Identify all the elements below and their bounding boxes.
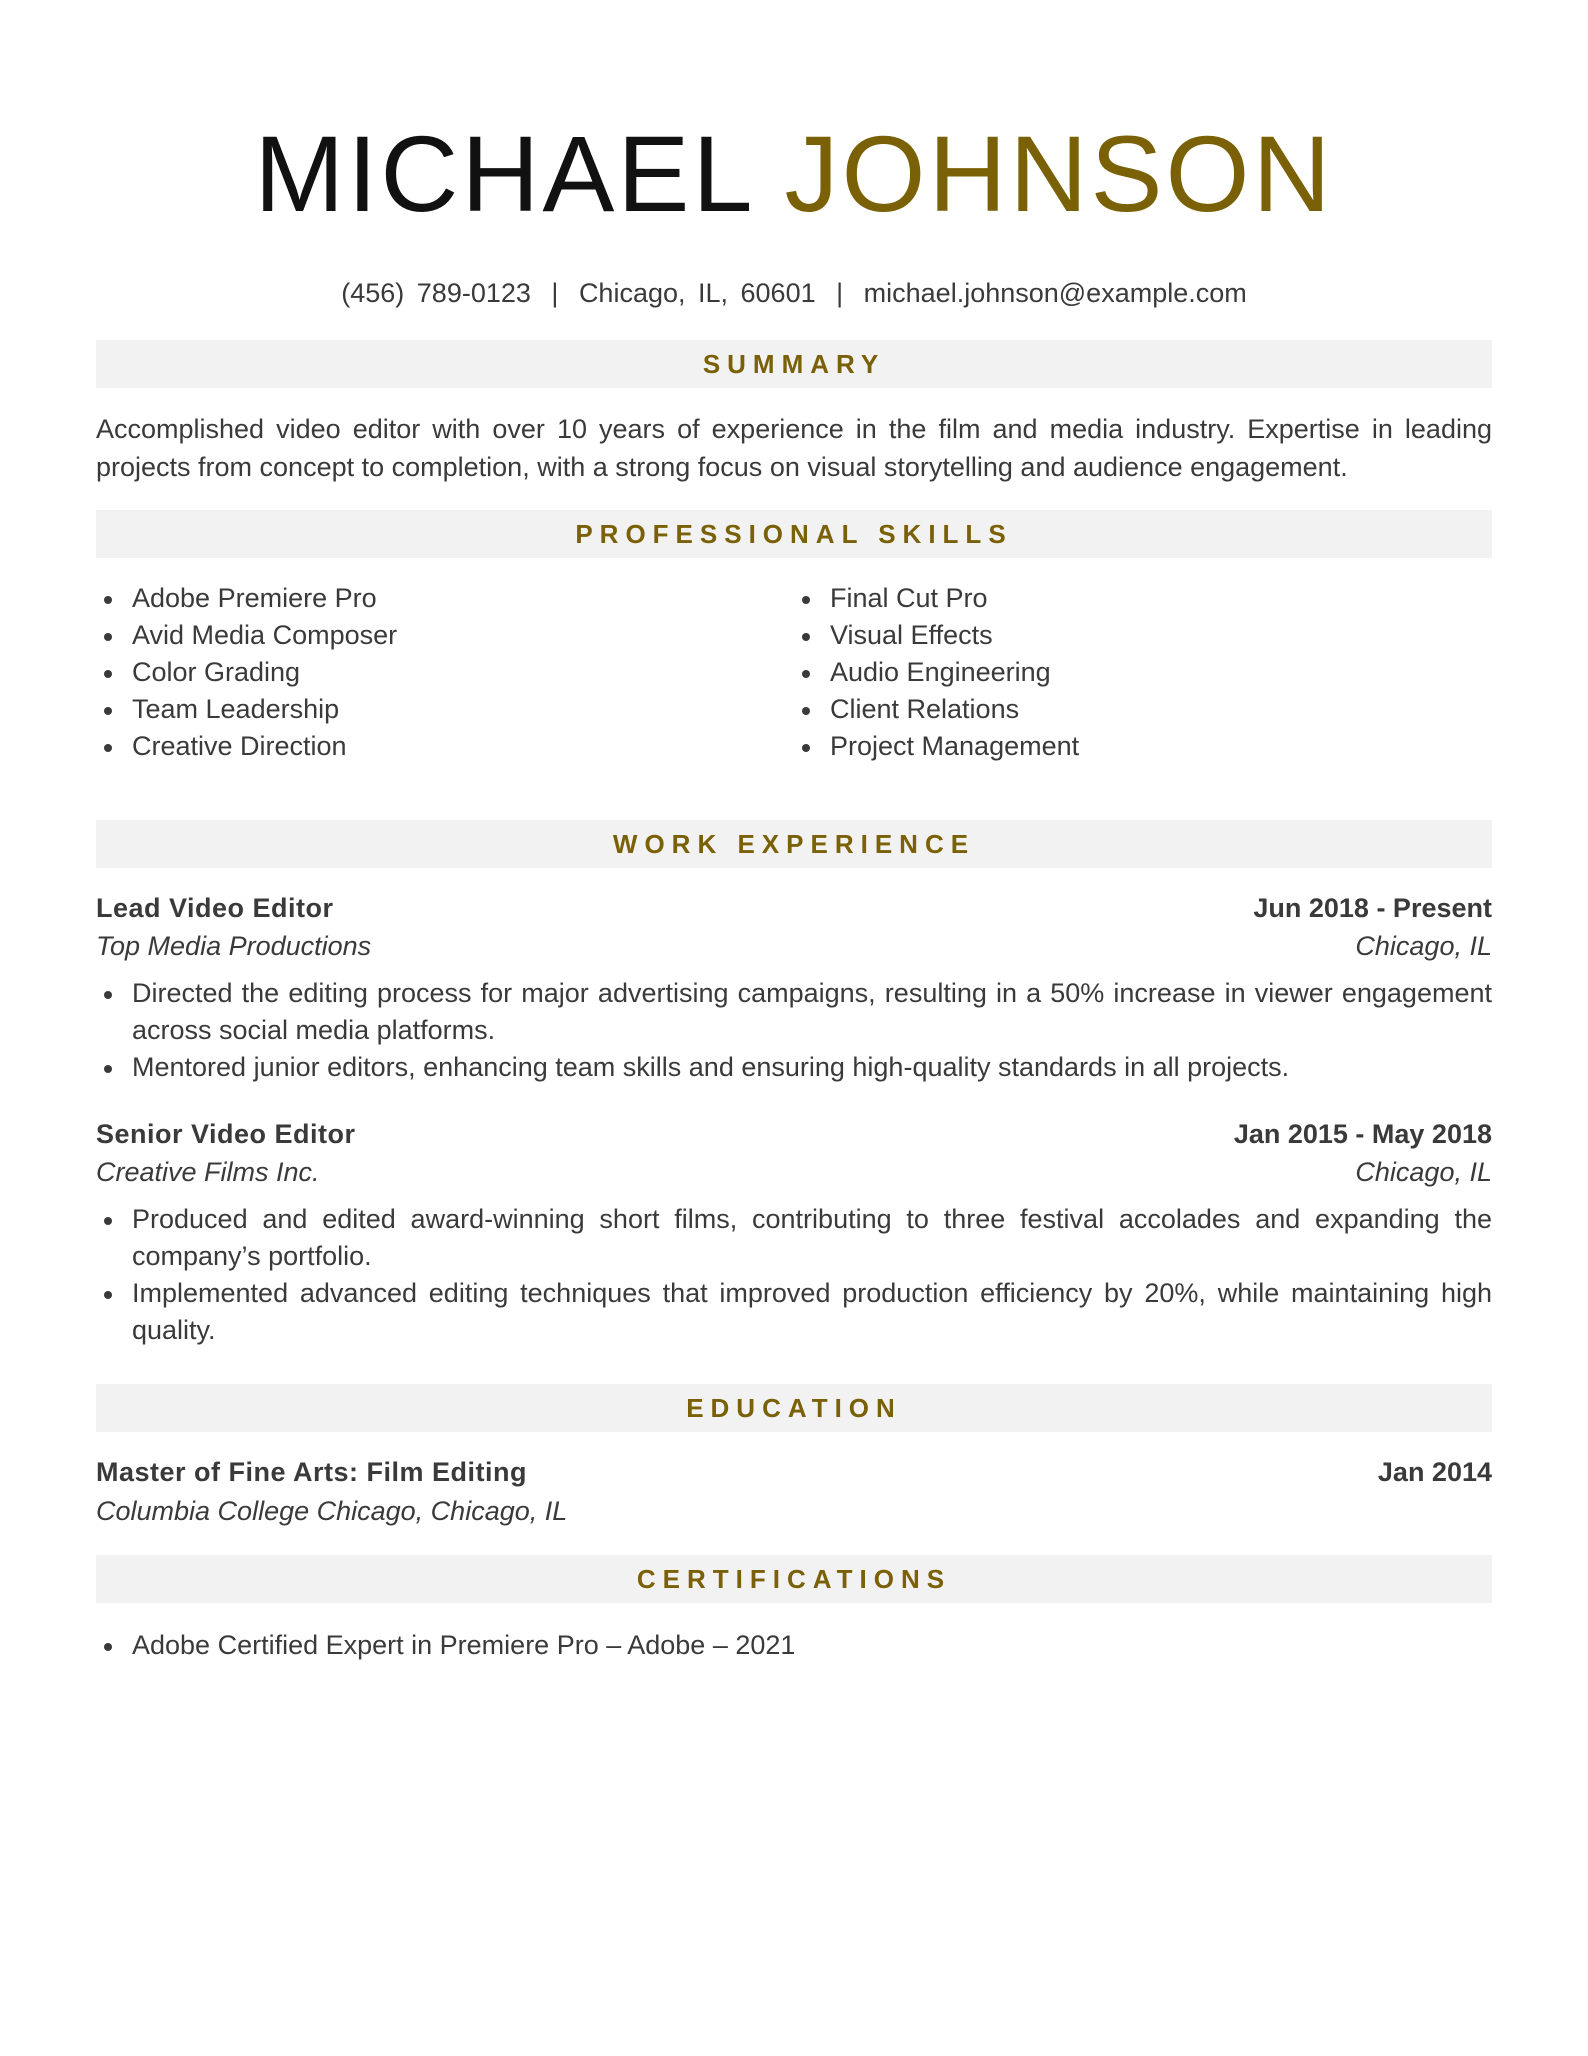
section-header-summary (96, 340, 1492, 388)
last-name: JOHNSON (784, 113, 1334, 234)
certification-item: Adobe Certified Expert in Premiere Pro – Adobe – 2021 (96, 1627, 1492, 1664)
certifications-list (96, 1627, 1492, 1664)
job-header (96, 893, 1492, 924)
bullet-item: Produced and edited award-winning short films, contributing to three festival accolades and expanding the company’s portfolio. (96, 1201, 1492, 1275)
job-dates: Jun 2018 - Present (1253, 893, 1492, 923)
company: Creative Films Inc. (96, 1157, 320, 1187)
skill-item: Color Grading (96, 654, 794, 691)
job-subheader (96, 1157, 1492, 1188)
job-title: Senior Video Editor (96, 1119, 356, 1149)
education-header (96, 1457, 1492, 1488)
job-header (96, 1119, 1492, 1150)
job-subheader (96, 931, 1492, 962)
school: Columbia College Chicago, Chicago, IL (96, 1496, 568, 1526)
skill-item: Final Cut Pro (794, 580, 1492, 617)
skills-column-left (96, 580, 794, 765)
contact-line (96, 278, 1492, 309)
summary-text: Accomplished video editor with over 10 years of experience in the film and media industry. Expertise in leading projects from concept to completion, with a strong focus on visual storytelling and audience engagement. (96, 414, 1492, 482)
bullet-item: Implemented advanced editing techniques that improved production efficiency by 20%, while maintaining high quality. (96, 1275, 1492, 1349)
email: michael.johnson@example.com (863, 278, 1247, 308)
separator: | (551, 278, 559, 308)
job-title: Lead Video Editor (96, 893, 334, 923)
education-subheader (96, 1496, 1492, 1527)
job-bullets (96, 1201, 1492, 1349)
first-name: MICHAEL (254, 113, 752, 234)
job-location: Chicago, IL (1355, 931, 1492, 961)
section-title: CERTIFICATIONS (636, 1563, 952, 1594)
section-header-experience (96, 820, 1492, 868)
skills-column-right (794, 580, 1492, 765)
education-date: Jan 2014 (1377, 1457, 1492, 1487)
location: Chicago, IL, 60601 (578, 278, 816, 308)
section-title: EDUCATION (686, 1392, 902, 1423)
section-header-skills (96, 510, 1492, 558)
company: Top Media Productions (96, 931, 372, 961)
job-bullets (96, 975, 1492, 1086)
skill-item: Audio Engineering (794, 654, 1492, 691)
job-dates: Jan 2015 - May 2018 (1233, 1119, 1492, 1149)
skill-item: Client Relations (794, 691, 1492, 728)
section-header-certifications (96, 1555, 1492, 1603)
skill-item: Visual Effects (794, 617, 1492, 654)
skill-item: Adobe Premiere Pro (96, 580, 794, 617)
bullet-item: Mentored junior editors, enhancing team skills and ensuring high-quality standards in all projects. (96, 1049, 1492, 1086)
job-location: Chicago, IL (1355, 1157, 1492, 1187)
candidate-name (96, 113, 1492, 234)
skills-list (96, 580, 1492, 765)
bullet-item: Directed the editing process for major advertising campaigns, resulting in a 50% increase in viewer engagement across social media platforms. (96, 975, 1492, 1049)
skill-item: Creative Direction (96, 728, 794, 765)
skill-item: Team Leadership (96, 691, 794, 728)
section-header-education (96, 1384, 1492, 1432)
skill-item: Avid Media Composer (96, 617, 794, 654)
degree: Master of Fine Arts: Film Editing (96, 1457, 528, 1487)
section-title: WORK EXPERIENCE (612, 828, 976, 859)
phone: (456) 789-0123 (341, 278, 531, 308)
separator: | (836, 278, 844, 308)
skill-item: Project Management (794, 728, 1492, 765)
section-title: PROFESSIONAL SKILLS (575, 518, 1013, 549)
section-title: SUMMARY (702, 348, 886, 379)
